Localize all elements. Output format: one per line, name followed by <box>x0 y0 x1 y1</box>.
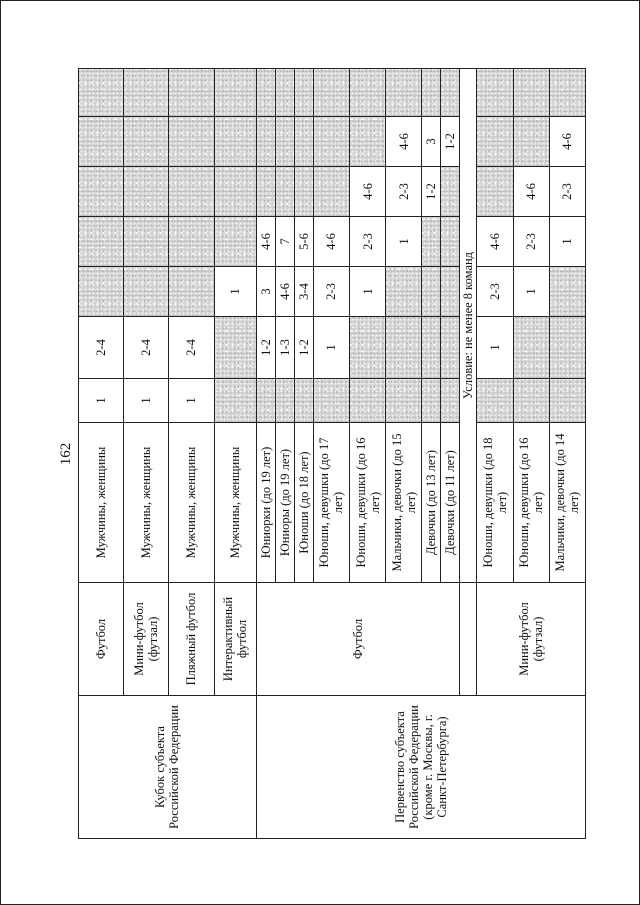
shaded-cell <box>169 117 214 167</box>
shaded-cell <box>124 117 169 167</box>
rank-cell: 1 <box>350 267 386 317</box>
rank-cell: 1 <box>79 379 124 423</box>
rank-cell: 2-4 <box>169 317 214 379</box>
condition-note: Условие: не менее 8 команд <box>460 69 477 583</box>
shaded-cell <box>350 317 386 379</box>
rotated-page-content <box>56 69 586 839</box>
shaded-cell <box>386 317 422 379</box>
rank-cell: 2-4 <box>79 317 124 379</box>
shaded-cell <box>422 69 441 117</box>
shaded-cell <box>124 267 169 317</box>
shaded-cell <box>441 167 460 217</box>
ranking-table <box>78 68 586 839</box>
category-cell: Девочки (до 13 лет) <box>422 423 441 583</box>
shaded-cell <box>294 379 313 423</box>
category-cell: Мужчины, женщины <box>169 423 214 583</box>
shaded-cell <box>275 117 294 167</box>
table-row <box>79 69 124 839</box>
category-cell: Юноши, девушки (до 16 лет) <box>513 423 549 583</box>
sport-cell: Футбол <box>256 583 460 696</box>
rank-cell: 2-4 <box>124 317 169 379</box>
sport-cell: Мини-футбол (футзал) <box>477 583 586 696</box>
rank-cell: 1-3 <box>275 317 294 379</box>
shaded-cell <box>422 217 441 267</box>
category-cell: Девочки (до 11 лет) <box>441 423 460 583</box>
shaded-cell <box>477 379 513 423</box>
shaded-cell <box>477 117 513 167</box>
shaded-cell <box>169 69 214 117</box>
rank-cell: 2-3 <box>549 167 585 217</box>
category-cell: Мужчины, женщины <box>124 423 169 583</box>
category-cell: Юниоры (до 19 лет) <box>275 423 294 583</box>
shaded-cell <box>214 69 256 117</box>
category-cell: Мальчики, девочки (до 14 лет) <box>549 423 585 583</box>
shaded-cell <box>313 167 349 217</box>
rank-cell: 4-6 <box>386 117 422 167</box>
shaded-cell <box>386 69 422 117</box>
rank-cell: 1-2 <box>256 317 275 379</box>
rank-cell: 4-6 <box>513 167 549 217</box>
rank-cell: 4-6 <box>549 117 585 167</box>
rank-cell: 4-6 <box>350 167 386 217</box>
rank-cell: 2-3 <box>513 217 549 267</box>
shaded-cell <box>256 69 275 117</box>
shaded-cell <box>513 317 549 379</box>
rank-cell: 3 <box>256 267 275 317</box>
shaded-cell <box>294 167 313 217</box>
sport-cell: Интерактивный футбол <box>214 583 256 696</box>
shaded-cell <box>256 117 275 167</box>
shaded-cell <box>275 379 294 423</box>
shaded-cell <box>549 379 585 423</box>
rank-cell: 1 <box>386 217 422 267</box>
category-cell: Мужчины, женщины <box>79 423 124 583</box>
empty-cell <box>460 583 477 696</box>
shaded-cell <box>79 117 124 167</box>
shaded-cell <box>422 267 441 317</box>
category-cell: Юноши, девушки (до 17 лет) <box>313 423 349 583</box>
shaded-cell <box>214 379 256 423</box>
rank-cell: 1 <box>313 317 349 379</box>
shaded-cell <box>441 379 460 423</box>
shaded-cell <box>386 379 422 423</box>
cup-section-label: Кубок субъекта Российской Федерации <box>79 696 257 839</box>
shaded-cell <box>549 69 585 117</box>
shaded-cell <box>350 379 386 423</box>
rank-cell: 4-6 <box>256 217 275 267</box>
shaded-cell <box>169 217 214 267</box>
rank-cell: 1-2 <box>422 167 441 217</box>
rank-cell: 1-2 <box>294 317 313 379</box>
category-cell: Юноши (до 18 лет) <box>294 423 313 583</box>
shaded-cell <box>549 317 585 379</box>
rank-cell: 4-6 <box>477 217 513 267</box>
rank-cell: 5-6 <box>294 217 313 267</box>
shaded-cell <box>214 217 256 267</box>
shaded-cell <box>441 317 460 379</box>
shaded-cell <box>350 117 386 167</box>
shaded-cell <box>275 69 294 117</box>
shaded-cell <box>294 117 313 167</box>
shaded-cell <box>513 379 549 423</box>
rank-cell: 2-3 <box>313 267 349 317</box>
rank-cell: 3 <box>422 117 441 167</box>
shaded-cell <box>422 379 441 423</box>
sport-cell: Пляжный футбол <box>169 583 214 696</box>
shaded-cell <box>79 167 124 217</box>
shaded-cell <box>169 167 214 217</box>
table-row <box>256 69 275 839</box>
shaded-cell <box>214 117 256 167</box>
category-cell: Мальчики, девочки (до 15 лет) <box>386 423 422 583</box>
sport-cell: Футбол <box>79 583 124 696</box>
shaded-cell <box>513 117 549 167</box>
category-cell: Мужчины, женщины <box>214 423 256 583</box>
rank-cell: 2-3 <box>350 217 386 267</box>
shaded-cell <box>294 69 313 117</box>
shaded-cell <box>313 69 349 117</box>
shaded-cell <box>441 267 460 317</box>
rank-cell: 1 <box>214 267 256 317</box>
rank-cell: 2-3 <box>477 267 513 317</box>
shaded-cell <box>477 69 513 117</box>
shaded-cell <box>169 267 214 317</box>
shaded-cell <box>79 267 124 317</box>
rank-cell: 1 <box>477 317 513 379</box>
shaded-cell <box>275 167 294 217</box>
page-number: 162 <box>58 442 74 466</box>
shaded-cell <box>79 217 124 267</box>
rank-cell: 1-2 <box>441 117 460 167</box>
shaded-cell <box>350 69 386 117</box>
rank-cell: 2-3 <box>386 167 422 217</box>
rank-cell: 4-6 <box>275 267 294 317</box>
shaded-cell <box>477 167 513 217</box>
shaded-cell <box>313 379 349 423</box>
shaded-cell <box>124 69 169 117</box>
shaded-cell <box>124 167 169 217</box>
shaded-cell <box>549 267 585 317</box>
rank-cell: 3-4 <box>294 267 313 317</box>
shaded-cell <box>79 69 124 117</box>
rank-cell: 1 <box>513 267 549 317</box>
shaded-cell <box>256 167 275 217</box>
shaded-cell <box>313 117 349 167</box>
championship-section-label: Первенство субъекта Российской Федерации (кроме г. Москвы, г. Санкт-Петербурга) <box>256 696 585 839</box>
rank-cell: 1 <box>169 379 214 423</box>
shaded-cell <box>124 217 169 267</box>
rank-cell: 1 <box>124 379 169 423</box>
shaded-cell <box>386 267 422 317</box>
shaded-cell <box>422 317 441 379</box>
sport-cell: Мини-футбол (футзал) <box>124 583 169 696</box>
shaded-cell <box>214 167 256 217</box>
shaded-cell <box>441 217 460 267</box>
category-cell: Юноши, девушки (до 16 лет) <box>350 423 386 583</box>
rank-cell: 1 <box>549 217 585 267</box>
shaded-cell <box>513 69 549 117</box>
rank-cell: 7 <box>275 217 294 267</box>
shaded-cell <box>441 69 460 117</box>
category-cell: Юниорки (до 19 лет) <box>256 423 275 583</box>
shaded-cell <box>214 317 256 379</box>
category-cell: Юноши, девушки (до 18 лет) <box>477 423 513 583</box>
shaded-cell <box>256 379 275 423</box>
rank-cell: 4-6 <box>313 217 349 267</box>
